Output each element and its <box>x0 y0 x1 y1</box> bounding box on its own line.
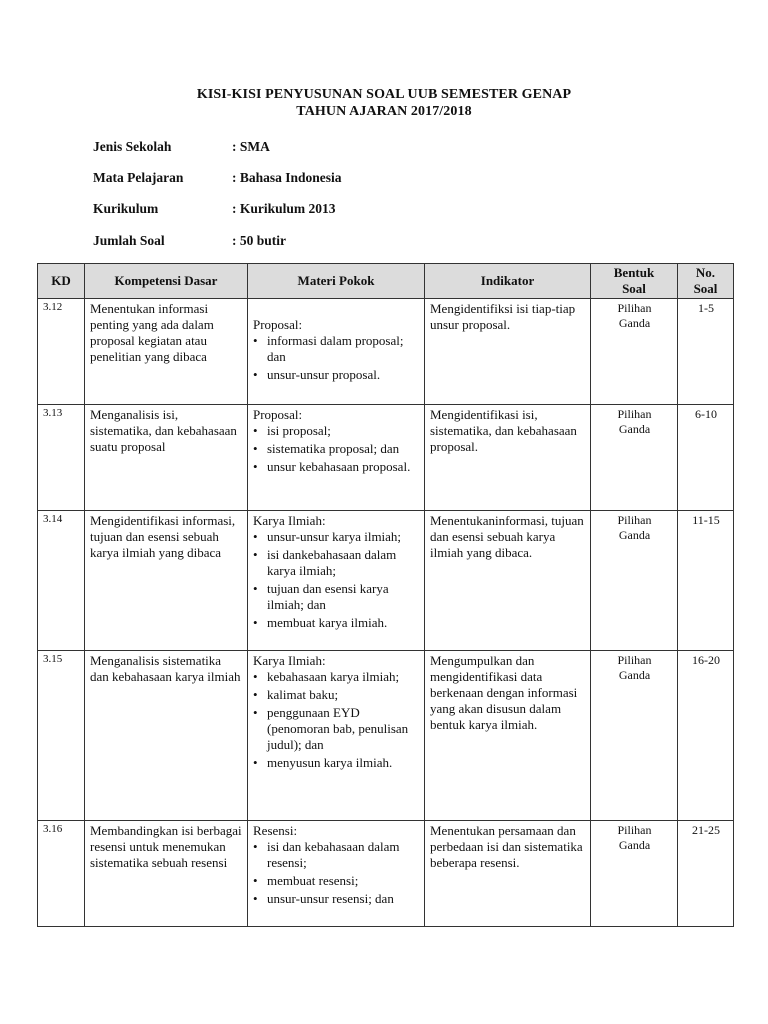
list-item: • unsur-unsur resensi; dan <box>267 891 420 907</box>
info-row-mata-pelajaran <box>93 170 342 186</box>
header-no-soal <box>678 264 734 299</box>
info-value: : Kurikulum 2013 <box>232 201 336 216</box>
kompetensi-cell: Membandingkan isi berbagai resensi untuk menemukan sistematika sebuah resensi <box>85 821 248 927</box>
materi-list <box>253 529 420 631</box>
indikator-cell: Mengumpulkan dan mengidentifikasi data berkenaan dengan informasi yang akan disusun dalam bentuk karya ilmiah. <box>425 651 591 821</box>
bentuk-line1: Pilihan <box>617 301 652 315</box>
bentuk-soal-cell <box>591 299 678 405</box>
list-item: • informasi dalam proposal; dan <box>267 333 420 365</box>
bentuk-line2: Ganda <box>618 528 651 542</box>
table-header-row <box>38 264 734 299</box>
list-item: • menyusun karya ilmiah. <box>267 755 420 771</box>
info-label: Jenis Sekolah <box>93 139 172 154</box>
kompetensi-cell: Menganalisis isi, sistematika, dan kebahasaan suatu proposal <box>85 405 248 511</box>
kd-cell: 3.14 <box>38 511 85 651</box>
header-no-line2: Soal <box>693 281 718 296</box>
header-indikator: Indikator <box>425 264 591 299</box>
header-kompetensi-dasar: Kompetensi Dasar <box>85 264 248 299</box>
kompetensi-cell: Menganalisis sistematika dan kebahasaan karya ilmiah <box>85 651 248 821</box>
table-row <box>38 511 734 651</box>
bentuk-line1: Pilihan <box>617 513 652 527</box>
list-item: • kalimat baku; <box>267 687 420 703</box>
materi-title: Resensi: <box>253 823 298 838</box>
info-value: : 50 butir <box>232 233 286 248</box>
info-value: : SMA <box>232 139 270 154</box>
list-item: • membuat karya ilmiah. <box>267 615 420 631</box>
materi-cell <box>248 821 425 927</box>
bentuk-line2: Ganda <box>618 668 651 682</box>
materi-list <box>253 669 420 771</box>
kd-cell: 3.12 <box>38 299 85 405</box>
list-item: • unsur kebahasaan proposal. <box>267 459 420 475</box>
indikator-cell: Mengidentifiksi isi tiap-tiap unsur proposal. <box>425 299 591 405</box>
list-item: • kebahasaan karya ilmiah; <box>267 669 420 685</box>
no-soal-cell: 6-10 <box>678 405 734 511</box>
materi-list <box>253 333 420 383</box>
kd-cell: 3.13 <box>38 405 85 511</box>
info-row-jumlah-soal <box>93 233 286 249</box>
materi-cell <box>248 511 425 651</box>
table-row <box>38 405 734 511</box>
indikator-cell: Menentukan persamaan dan perbedaan isi dan sistematika beberapa resensi. <box>425 821 591 927</box>
bentuk-line1: Pilihan <box>617 823 652 837</box>
list-item: • penggunaan EYD (penomoran bab, penulisan judul); dan <box>267 705 420 753</box>
kd-cell: 3.15 <box>38 651 85 821</box>
document-title: KISI-KISI PENYUSUNAN SOAL UUB SEMESTER GENAP <box>196 87 572 102</box>
no-soal-cell: 16-20 <box>678 651 734 821</box>
header-bentuk-line2: Soal <box>622 281 646 296</box>
header-bentuk-line1: Bentuk <box>613 265 655 280</box>
header-kd: KD <box>38 264 85 299</box>
indikator-cell: Menentukaninformasi, tujuan dan esensi sebuah karya ilmiah yang dibaca. <box>425 511 591 651</box>
materi-title: Karya Ilmiah: <box>253 653 326 668</box>
no-soal-cell: 11-15 <box>678 511 734 651</box>
header-no-line1: No. <box>695 265 716 280</box>
bentuk-soal-cell <box>591 651 678 821</box>
info-row-jenis-sekolah <box>93 139 270 155</box>
bentuk-line2: Ganda <box>618 838 651 852</box>
bentuk-line1: Pilihan <box>617 407 652 421</box>
info-value: : Bahasa Indonesia <box>232 170 342 185</box>
bentuk-line2: Ganda <box>618 316 651 330</box>
header-bentuk-soal <box>591 264 678 299</box>
materi-list <box>253 839 420 907</box>
info-label: Kurikulum <box>93 201 159 216</box>
kd-cell: 3.16 <box>38 821 85 927</box>
indikator-cell: Mengidentifikasi isi, sistematika, dan kebahasaan proposal. <box>425 405 591 511</box>
bentuk-soal-cell <box>591 511 678 651</box>
table-row <box>38 821 734 927</box>
bentuk-soal-cell <box>591 405 678 511</box>
kompetensi-cell: Mengidentifikasi informasi, tujuan dan esensi sebuah karya ilmiah yang dibaca <box>85 511 248 651</box>
list-item: • unsur-unsur karya ilmiah; <box>267 529 420 545</box>
materi-cell <box>248 651 425 821</box>
info-row-kurikulum <box>93 201 336 217</box>
no-soal-cell: 21-25 <box>678 821 734 927</box>
materi-title: Proposal: <box>253 407 303 422</box>
list-item: • tujuan dan esensi karya ilmiah; dan <box>267 581 420 613</box>
list-item: • isi dankebahasaan dalam karya ilmiah; <box>267 547 420 579</box>
header-materi-pokok: Materi Pokok <box>248 264 425 299</box>
bentuk-line2: Ganda <box>618 422 651 436</box>
bentuk-soal-cell <box>591 821 678 927</box>
list-item: • unsur-unsur proposal. <box>267 367 420 383</box>
kisi-kisi-table <box>37 263 734 927</box>
materi-cell <box>248 405 425 511</box>
materi-title: Proposal: <box>253 317 303 332</box>
table-row <box>38 651 734 821</box>
kompetensi-cell: Menentukan informasi penting yang ada dalam proposal kegiatan atau penelitian yang dibaca <box>85 299 248 405</box>
materi-title: Karya Ilmiah: <box>253 513 326 528</box>
list-item: • sistematika proposal; dan <box>267 441 420 457</box>
materi-list <box>253 423 420 475</box>
list-item: • isi dan kebahasaan dalam resensi; <box>267 839 420 871</box>
info-label: Mata Pelajaran <box>93 170 184 185</box>
no-soal-cell: 1-5 <box>678 299 734 405</box>
document-subtitle: TAHUN AJARAN 2017/2018 <box>296 104 472 119</box>
materi-cell <box>248 299 425 405</box>
list-item: • isi proposal; <box>267 423 420 439</box>
info-label: Jumlah Soal <box>93 233 165 248</box>
bentuk-line1: Pilihan <box>617 653 652 667</box>
list-item: • membuat resensi; <box>267 873 420 889</box>
table-row <box>38 299 734 405</box>
